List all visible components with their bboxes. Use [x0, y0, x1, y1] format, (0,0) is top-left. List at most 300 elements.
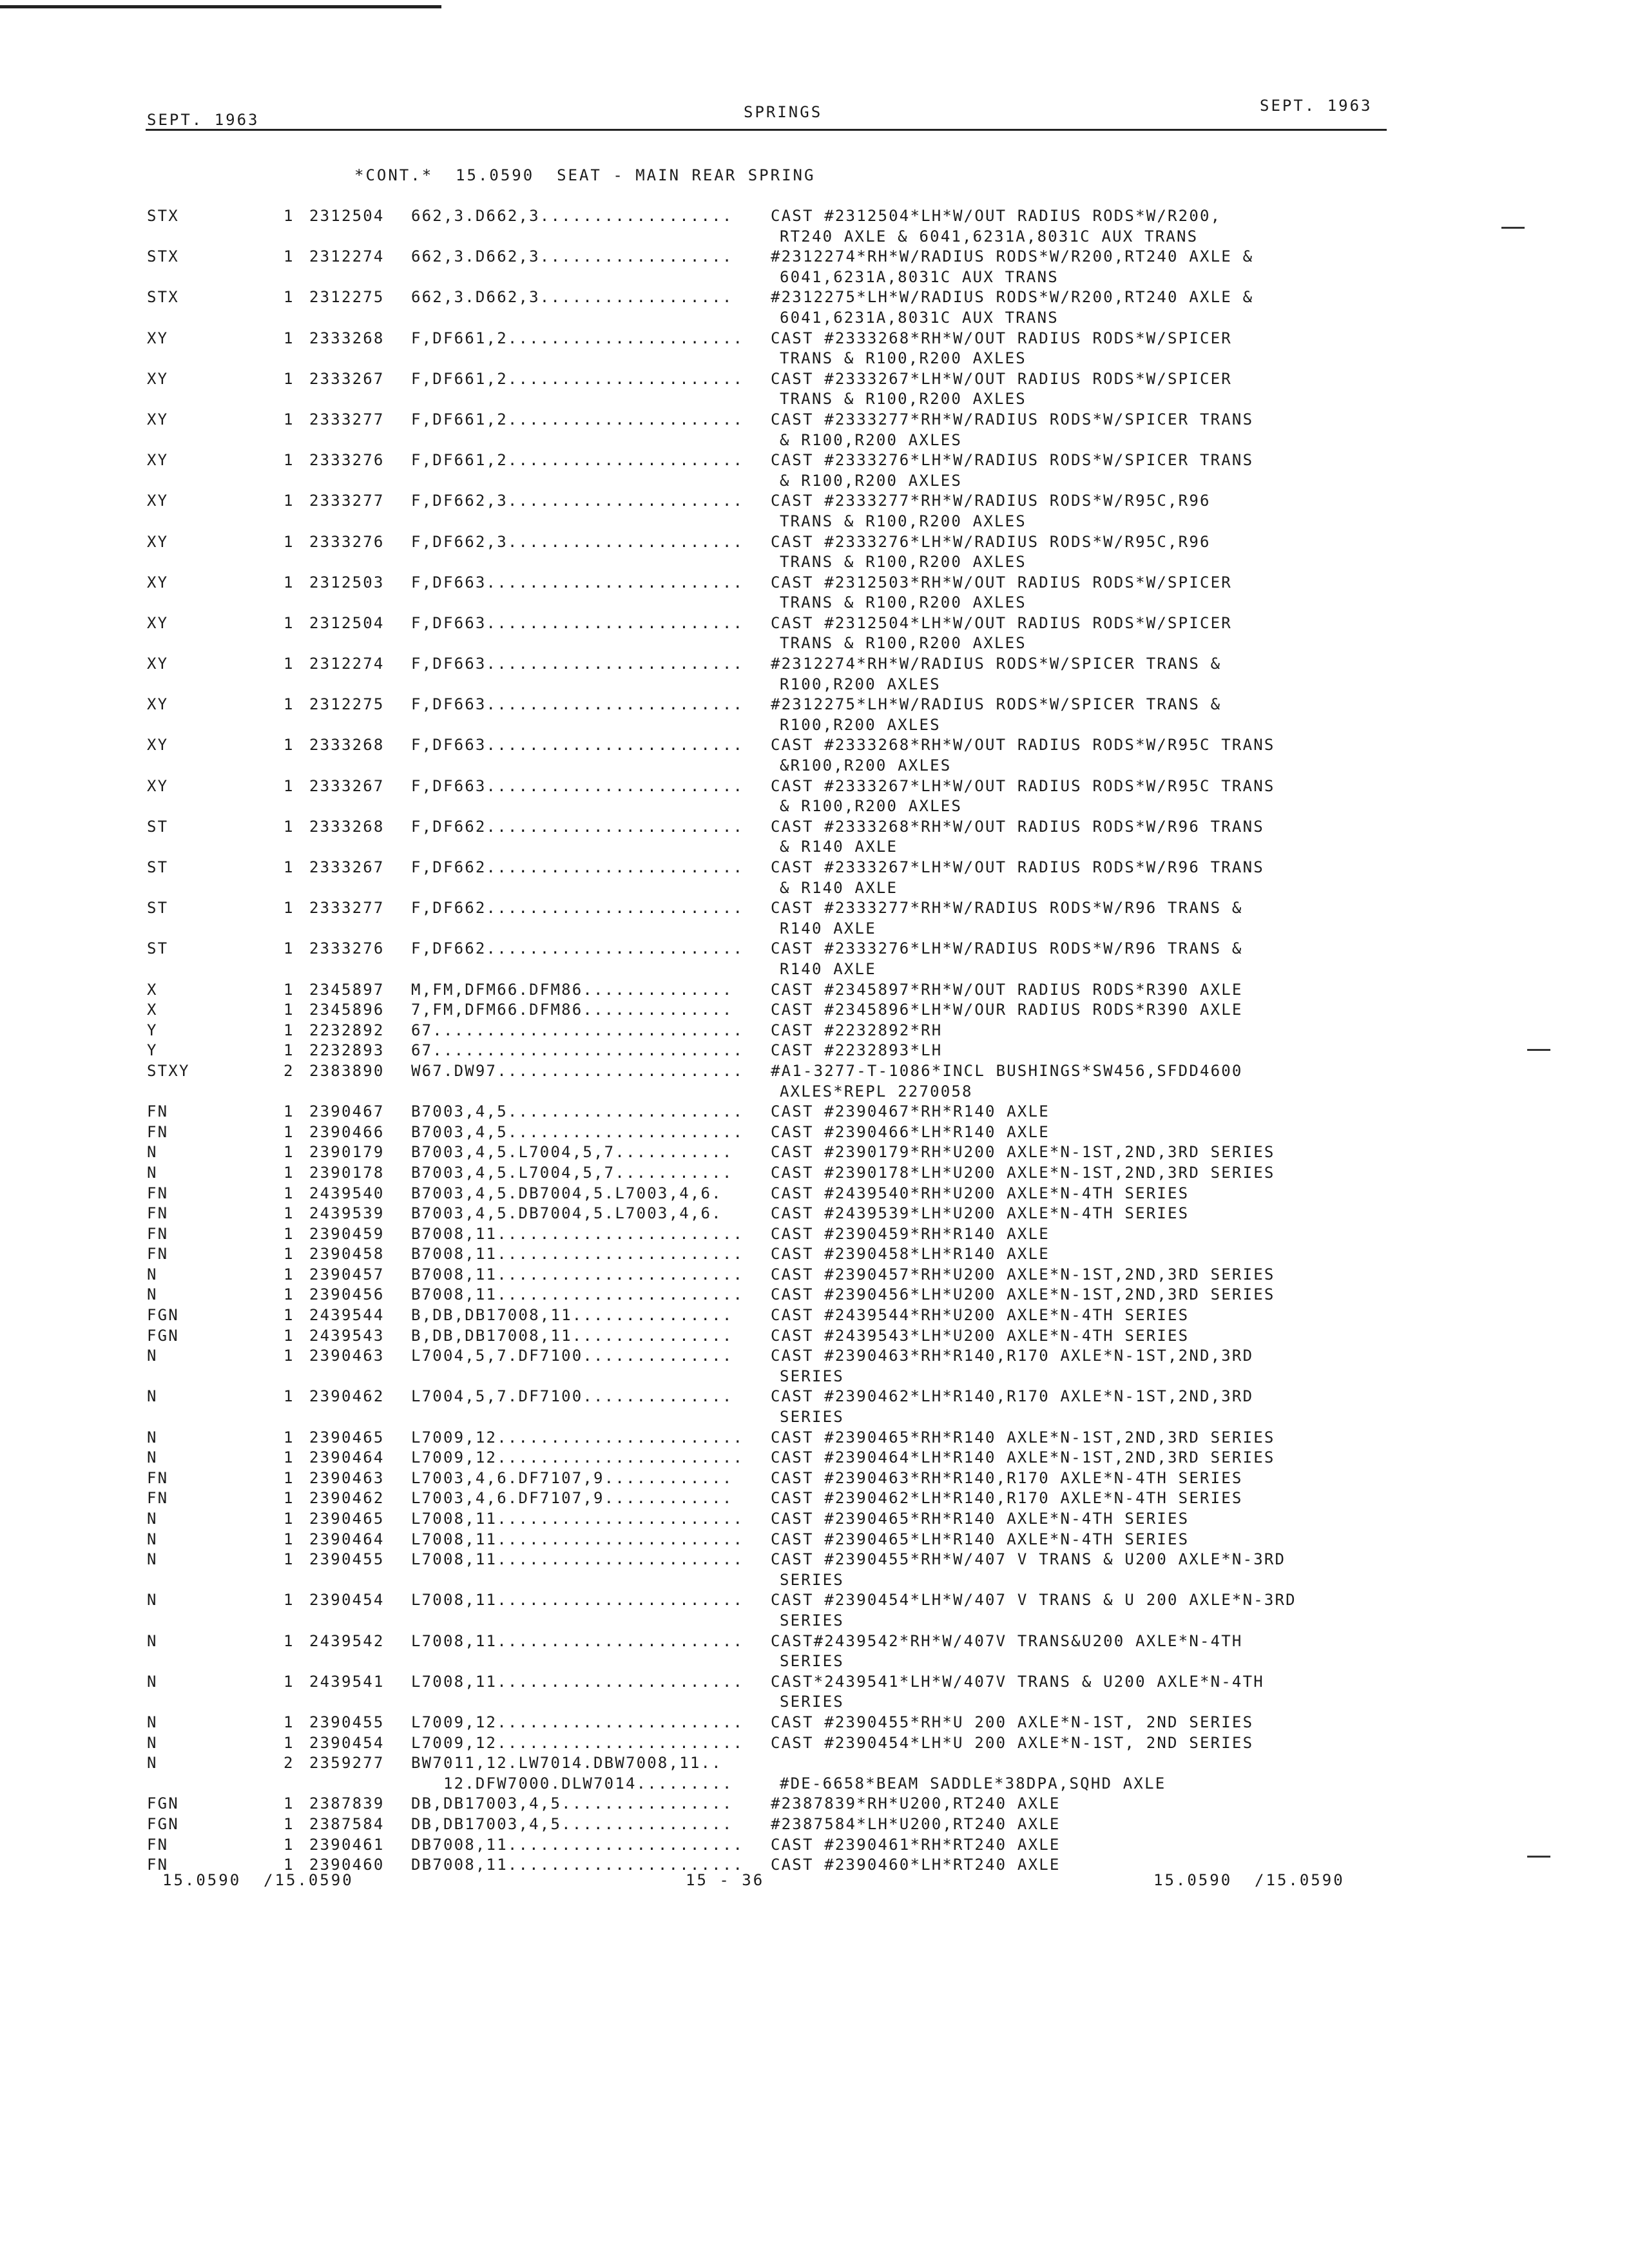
part-number: 2345896 [309, 1001, 385, 1019]
part-number: 2387584 [309, 1814, 385, 1833]
model-applicability: F,DF661,2...................... [411, 410, 744, 428]
header-rule [146, 129, 1387, 131]
list-item [147, 1530, 1410, 1550]
part-number: 2439543 [309, 1326, 385, 1345]
part-number: 2390456 [309, 1285, 385, 1304]
part-number: 2312274 [309, 655, 385, 673]
part-number: 2390455 [309, 1550, 385, 1569]
model-applicability: L7008,11....................... [411, 1591, 744, 1610]
list-item [147, 1021, 1410, 1041]
description-continuation: SERIES [780, 1367, 844, 1385]
model-applicability: F,DF662........................ [411, 858, 744, 876]
model-code: N [147, 1265, 158, 1283]
list-item [147, 1285, 1410, 1305]
list-item [147, 1224, 1410, 1245]
model-applicability: F,DF662........................ [411, 939, 744, 958]
list-item [147, 410, 1410, 450]
model-code: FN [147, 1468, 169, 1487]
model-code: N [147, 1591, 158, 1610]
list-item [147, 1000, 1410, 1021]
list-item [147, 980, 1410, 1001]
quantity: 1 [284, 1001, 294, 1019]
model-applicability: L7008,11....................... [411, 1510, 744, 1528]
description-line: CAST #2232892*RH [771, 1021, 943, 1039]
model-code: ST [147, 899, 169, 918]
description-line: #2312274*RH*W/RADIUS RODS*W/R200,RT240 AXLE & [771, 247, 1254, 266]
list-item [147, 1672, 1410, 1713]
description-continuation: & R100,R200 AXLES [780, 797, 963, 816]
description-line: CAST #2390465*LH*R140 AXLE*N-4TH SERIES [771, 1530, 1190, 1548]
quantity: 1 [284, 655, 294, 673]
model-applicability: B7003,4,5...................... [411, 1102, 744, 1121]
list-item [147, 776, 1410, 817]
description-line: CAST #2390178*LH*U200 AXLE*N-1ST,2ND,3RD SERIES [771, 1163, 1275, 1182]
description-line: CAST #2390467*RH*R140 AXLE [771, 1102, 1050, 1121]
model-applicability: F,DF663........................ [411, 573, 744, 591]
description-line: #2387839*RH*U200,RT240 AXLE [771, 1794, 1061, 1813]
quantity: 1 [284, 858, 294, 876]
part-number: 2390461 [309, 1835, 385, 1854]
model-code: N [147, 1163, 158, 1182]
part-number: 2390459 [309, 1224, 385, 1243]
model-code: XY [147, 369, 169, 388]
description-continuation: SERIES [780, 1611, 844, 1629]
description-line: CAST #2390462*LH*R140,R170 AXLE*N-1ST,2ND,3RD [771, 1387, 1254, 1406]
description-continuation: & R140 AXLE [780, 838, 898, 856]
part-number: 2390454 [309, 1591, 385, 1610]
part-number: 2439540 [309, 1184, 385, 1202]
description-line: CAST #2312503*RH*W/OUT RADIUS RODS*W/SPICER [771, 573, 1232, 591]
description-line: CAST #2390459*RH*R140 AXLE [771, 1224, 1050, 1243]
model-code: FGN [147, 1326, 179, 1345]
list-item [147, 1631, 1410, 1672]
list-item [147, 695, 1410, 735]
description-continuation: 6041,6231A,8031C AUX TRANS [780, 308, 1059, 327]
model-applicability: L7008,11....................... [411, 1550, 744, 1569]
quantity: 1 [284, 1285, 294, 1304]
description-continuation: TRANS & R100,R200 AXLES [780, 390, 1027, 408]
model-applicability: F,DF661,2...................... [411, 329, 744, 347]
part-number: 2333267 [309, 776, 385, 795]
model-applicability: L7003,4,6.DF7107,9............ [411, 1489, 733, 1508]
description-continuation: SERIES [780, 1408, 844, 1427]
list-item [147, 206, 1410, 247]
model-code: N [147, 1285, 158, 1304]
list-item [147, 450, 1410, 491]
model-code: X [147, 980, 158, 999]
footer-section-right: 15.0590 /15.0590 [1153, 1871, 1345, 1889]
description-line: CAST #2390465*RH*R140 AXLE*N-1ST,2ND,3RD SERIES [771, 1428, 1275, 1446]
description-line: CAST #2390457*RH*U200 AXLE*N-1ST,2ND,3RD SERIES [771, 1265, 1275, 1283]
model-applicability: L7003,4,6.DF7107,9............ [411, 1468, 733, 1487]
quantity: 1 [284, 1814, 294, 1833]
description-line: CAST #2439539*LH*U200 AXLE*N-4TH SERIES [771, 1204, 1190, 1223]
description-line: CAST #2390464*LH*R140 AXLE*N-1ST,2ND,3RD SERIES [771, 1448, 1275, 1467]
list-item [147, 1488, 1410, 1509]
description-line: #2312274*RH*W/RADIUS RODS*W/SPICER TRANS & [771, 655, 1222, 673]
model-applicability: L7009,12....................... [411, 1713, 744, 1731]
description-line: CAST*2439541*LH*W/407V TRANS & U200 AXLE*N-4TH [771, 1672, 1264, 1691]
model-applicability: L7008,11....................... [411, 1672, 744, 1691]
list-item [147, 1733, 1410, 1754]
quantity: 1 [284, 980, 294, 999]
list-item [147, 491, 1410, 532]
model-code: N [147, 1448, 158, 1467]
quantity: 2 [284, 1061, 294, 1080]
part-number: 2333277 [309, 899, 385, 918]
part-number: 2439544 [309, 1306, 385, 1325]
description-line: #A1-3277-T-1086*INCL BUSHINGS*SW456,SFDD4600 [771, 1061, 1243, 1080]
description-line: CAST #2333268*RH*W/OUT RADIUS RODS*W/R95C TRANS [771, 736, 1275, 754]
description-line: CAST #2390179*RH*U200 AXLE*N-1ST,2ND,3RD SERIES [771, 1143, 1275, 1162]
list-item [147, 939, 1410, 979]
part-number: 2390457 [309, 1265, 385, 1283]
quantity: 1 [284, 1733, 294, 1752]
quantity: 1 [284, 1204, 294, 1223]
description-line: CAST #2333268*RH*W/OUT RADIUS RODS*W/R96 TRANS [771, 817, 1264, 836]
description-line: CAST #2439540*RH*U200 AXLE*N-4TH SERIES [771, 1184, 1190, 1202]
model-applicability: F,DF663........................ [411, 655, 744, 673]
description-line: CAST #2439543*LH*U200 AXLE*N-4TH SERIES [771, 1326, 1190, 1345]
footer-page-number: 15 - 36 [686, 1871, 765, 1889]
list-item [147, 1163, 1410, 1184]
model-applicability: F,DF661,2...................... [411, 369, 744, 388]
description-continuation: SERIES [780, 1652, 844, 1671]
model-applicability: BW7011,12.LW7014.DBW7008,11.. 12.DFW7000.DLW7014......... [411, 1754, 733, 1792]
description-line: CAST #2390465*RH*R140 AXLE*N-4TH SERIES [771, 1510, 1190, 1528]
description-line: CAST #2312504*LH*W/OUT RADIUS RODS*W/SPICER [771, 613, 1232, 632]
model-code: XY [147, 776, 169, 795]
description-line: CAST #2333267*LH*W/OUT RADIUS RODS*W/R95C TRANS [771, 776, 1275, 795]
description-continuation: #DE-6658*BEAM SADDLE*38DPA,SQHD AXLE [780, 1774, 1166, 1792]
list-item [147, 1244, 1410, 1265]
model-code: XY [147, 736, 169, 754]
description-continuation: SERIES [780, 1570, 844, 1589]
description-line: CAST #2312504*LH*W/OUT RADIUS RODS*W/R200, [771, 207, 1222, 225]
description-line: #2312275*LH*W/RADIUS RODS*W/R200,RT240 AXLE & [771, 288, 1254, 307]
description-line: CAST #2345896*LH*W/OUR RADIUS RODS*R390 AXLE [771, 1001, 1243, 1019]
part-number: 2390460 [309, 1856, 385, 1874]
part-number: 2390179 [309, 1143, 385, 1162]
list-item [147, 247, 1410, 287]
description-line: #2312275*LH*W/RADIUS RODS*W/SPICER TRANS & [771, 695, 1222, 714]
list-item [147, 1142, 1410, 1163]
model-code: XY [147, 695, 169, 714]
model-applicability: B7003,4,5...................... [411, 1122, 744, 1141]
model-applicability: B7003,4,5.DB7004,5.L7003,4,6. [411, 1204, 722, 1223]
quantity: 1 [284, 492, 294, 510]
model-code: XY [147, 410, 169, 428]
description-continuation: RT240 AXLE & 6041,6231A,8031C AUX TRANS [780, 227, 1199, 245]
description-line: CAST #2390455*RH*W/407 V TRANS & U200 AXLE*N-3RD [771, 1550, 1286, 1569]
header-date-left: SEPT. 1963 [147, 111, 260, 129]
model-code: STX [147, 288, 179, 307]
quantity: 1 [284, 1184, 294, 1202]
model-code: XY [147, 492, 169, 510]
quantity: 1 [284, 899, 294, 918]
list-item [147, 1265, 1410, 1285]
model-applicability: F,DF663........................ [411, 736, 744, 754]
quantity: 1 [284, 410, 294, 428]
quantity: 1 [284, 736, 294, 754]
model-code: N [147, 1428, 158, 1446]
list-item [147, 1102, 1410, 1122]
quantity: 1 [284, 329, 294, 347]
quantity: 1 [284, 1326, 294, 1345]
quantity: 1 [284, 1489, 294, 1508]
model-code: FN [147, 1856, 169, 1874]
model-applicability: DB7008,11...................... [411, 1835, 744, 1854]
part-number: 2390454 [309, 1733, 385, 1752]
description-line: CAST #2390462*LH*R140,R170 AXLE*N-4TH SERIES [771, 1489, 1243, 1508]
list-item [147, 1550, 1410, 1590]
part-number: 2390458 [309, 1245, 385, 1264]
part-number: 2312274 [309, 247, 385, 266]
description-line: CAST#2439542*RH*W/407V TRANS&U200 AXLE*N-4TH [771, 1631, 1243, 1650]
list-item [147, 369, 1410, 410]
model-applicability: 662,3.D662,3.................. [411, 247, 733, 266]
model-applicability: 662,3.D662,3.................. [411, 288, 733, 307]
description-line: CAST #2333276*LH*W/RADIUS RODS*W/R95C,R96 [771, 532, 1211, 551]
quantity: 1 [284, 369, 294, 388]
model-code: N [147, 1143, 158, 1162]
list-item [147, 1204, 1410, 1224]
quantity: 1 [284, 532, 294, 551]
quantity: 1 [284, 817, 294, 836]
model-applicability: 662,3.D662,3.................. [411, 207, 733, 225]
quantity: 1 [284, 207, 294, 225]
model-code: N [147, 1631, 158, 1650]
quantity: 1 [284, 1245, 294, 1264]
description-line: CAST #2333267*LH*W/OUT RADIUS RODS*W/SPICER [771, 369, 1232, 388]
description-line: CAST #2333277*RH*W/RADIUS RODS*W/SPICER TRANS [771, 410, 1254, 428]
quantity: 1 [284, 1265, 294, 1283]
model-applicability: B7003,4,5.L7004,5,7........... [411, 1143, 733, 1162]
part-number: 2390464 [309, 1448, 385, 1467]
model-code: N [147, 1754, 158, 1773]
model-code: N [147, 1387, 158, 1406]
part-number: 2232893 [309, 1041, 385, 1060]
model-code: FGN [147, 1794, 179, 1813]
list-item [147, 287, 1410, 328]
list-item [147, 1041, 1410, 1061]
part-number: 2333267 [309, 858, 385, 876]
quantity: 1 [284, 1163, 294, 1182]
part-number: 2312275 [309, 695, 385, 714]
list-item [147, 573, 1410, 613]
quantity: 1 [284, 1143, 294, 1162]
description-continuation: 6041,6231A,8031C AUX TRANS [780, 267, 1059, 286]
model-applicability: W67.DW97....................... [411, 1061, 744, 1080]
model-applicability: DB,DB17003,4,5................ [411, 1794, 733, 1813]
model-code: FN [147, 1204, 169, 1223]
part-number: 2333276 [309, 532, 385, 551]
part-number: 2333276 [309, 451, 385, 470]
quantity: 1 [284, 1122, 294, 1141]
model-applicability: 67............................. [411, 1041, 744, 1060]
description-line: CAST #2390454*LH*U 200 AXLE*N-1ST, 2ND SERIES [771, 1733, 1254, 1752]
part-number: 2345897 [309, 980, 385, 999]
model-applicability: L7009,12....................... [411, 1448, 744, 1467]
model-applicability: F,DF663........................ [411, 613, 744, 632]
description-continuation: &R100,R200 AXLES [780, 756, 952, 775]
description-continuation: & R100,R200 AXLES [780, 430, 963, 449]
model-applicability: L7008,11....................... [411, 1530, 744, 1548]
quantity: 1 [284, 1387, 294, 1406]
model-code: FN [147, 1184, 169, 1202]
part-number: 2383890 [309, 1061, 385, 1080]
model-code: STX [147, 247, 179, 266]
model-code: FN [147, 1245, 169, 1264]
list-item [147, 613, 1410, 654]
model-applicability: F,DF662,3...................... [411, 532, 744, 551]
description-continuation: R140 AXLE [780, 919, 876, 937]
list-item [147, 1428, 1410, 1448]
list-item [147, 858, 1410, 898]
header-title: SPRINGS [744, 103, 823, 121]
quantity: 1 [284, 288, 294, 307]
quantity: 1 [284, 1041, 294, 1060]
model-applicability: DB,DB17003,4,5................ [411, 1814, 733, 1833]
part-number: 2312504 [309, 207, 385, 225]
quantity: 1 [284, 247, 294, 266]
description-line: CAST #2390456*LH*U200 AXLE*N-1ST,2ND,3RD SERIES [771, 1285, 1275, 1304]
part-number: 2359277 [309, 1754, 385, 1773]
part-number: 2312504 [309, 613, 385, 632]
model-applicability: DB7008,11...................... [411, 1856, 744, 1874]
model-code: Y [147, 1021, 158, 1039]
model-applicability: L7004,5,7.DF7100.............. [411, 1347, 733, 1365]
quantity: 1 [284, 1631, 294, 1650]
part-number: 2390464 [309, 1530, 385, 1548]
model-code: ST [147, 939, 169, 958]
quantity: 1 [284, 1347, 294, 1365]
model-code: N [147, 1510, 158, 1528]
quantity: 1 [284, 1428, 294, 1446]
footer-section-left: 15.0590 /15.0590 [162, 1871, 354, 1889]
list-item [147, 1387, 1410, 1427]
list-item [147, 1753, 1410, 1794]
list-item [147, 1468, 1410, 1489]
quantity: 1 [284, 1468, 294, 1487]
model-applicability: B7003,4,5.DB7004,5.L7003,4,6. [411, 1184, 722, 1202]
model-code: FGN [147, 1814, 179, 1833]
part-number: 2390462 [309, 1387, 385, 1406]
list-item [147, 1346, 1410, 1387]
description-line: CAST #2333277*RH*W/RADIUS RODS*W/R96 TRANS & [771, 899, 1243, 918]
quantity: 1 [284, 776, 294, 795]
model-applicability: 7,FM,DFM66.DFM86.............. [411, 1001, 733, 1019]
part-number: 2439541 [309, 1672, 385, 1691]
model-code: FN [147, 1835, 169, 1854]
model-code: X [147, 1001, 158, 1019]
model-code: N [147, 1672, 158, 1691]
part-number: 2333268 [309, 736, 385, 754]
list-item [147, 898, 1410, 939]
model-applicability: B,DB,DB17008,11............... [411, 1306, 733, 1325]
part-number: 2333277 [309, 492, 385, 510]
description-continuation: SERIES [780, 1693, 844, 1711]
model-code: N [147, 1530, 158, 1548]
model-code: N [147, 1713, 158, 1731]
list-item [147, 1184, 1410, 1204]
list-item [147, 1590, 1410, 1631]
description-line: CAST #2333276*LH*W/RADIUS RODS*W/R96 TRANS & [771, 939, 1243, 958]
quantity: 1 [284, 1550, 294, 1569]
margin-mark [1501, 227, 1525, 229]
model-applicability: 67............................. [411, 1021, 744, 1039]
model-code: FN [147, 1122, 169, 1141]
description-line: CAST #2390466*LH*R140 AXLE [771, 1122, 1050, 1141]
model-code: ST [147, 858, 169, 876]
description-line: CAST #2232893*LH [771, 1041, 943, 1060]
model-applicability: B7003,4,5.L7004,5,7........... [411, 1163, 733, 1182]
quantity: 1 [284, 1448, 294, 1467]
margin-mark [1527, 1856, 1550, 1858]
description-line: #2387584*LH*U200,RT240 AXLE [771, 1814, 1061, 1833]
model-applicability: L7009,12....................... [411, 1428, 744, 1446]
list-item [147, 735, 1410, 776]
list-item [147, 1814, 1410, 1835]
quantity: 2 [284, 1754, 294, 1773]
description-line: CAST #2333277*RH*W/RADIUS RODS*W/R95C,R96 [771, 492, 1211, 510]
part-number: 2390455 [309, 1713, 385, 1731]
quantity: 1 [284, 1713, 294, 1731]
model-code: XY [147, 329, 169, 347]
description-line: CAST #2390461*RH*RT240 AXLE [771, 1835, 1061, 1854]
description-continuation: & R140 AXLE [780, 878, 898, 897]
model-code: N [147, 1733, 158, 1752]
list-item [147, 1835, 1410, 1856]
description-line: CAST #2439544*RH*U200 AXLE*N-4TH SERIES [771, 1306, 1190, 1325]
list-item [147, 654, 1410, 695]
quantity: 1 [284, 613, 294, 632]
model-code: STXY [147, 1061, 190, 1080]
description-line: CAST #2390455*RH*U 200 AXLE*N-1ST, 2ND SERIES [771, 1713, 1254, 1731]
quantity: 1 [284, 1224, 294, 1243]
part-number: 2439539 [309, 1204, 385, 1223]
list-item [147, 1794, 1410, 1814]
quantity: 1 [284, 1021, 294, 1039]
part-number: 2312503 [309, 573, 385, 591]
quantity: 1 [284, 451, 294, 470]
list-item [147, 1713, 1410, 1733]
model-applicability: F,DF661,2...................... [411, 451, 744, 470]
quantity: 1 [284, 1510, 294, 1528]
model-applicability: F,DF663........................ [411, 695, 744, 714]
part-number: 2333268 [309, 329, 385, 347]
quantity: 1 [284, 1794, 294, 1813]
part-number: 2312275 [309, 288, 385, 307]
parts-list [147, 206, 1410, 1876]
model-applicability: F,DF662........................ [411, 899, 744, 918]
model-code: FN [147, 1224, 169, 1243]
list-item [147, 1509, 1410, 1530]
description-continuation: R100,R200 AXLES [780, 715, 941, 734]
part-number: 2390466 [309, 1122, 385, 1141]
model-code: FGN [147, 1306, 179, 1325]
description-continuation: TRANS & R100,R200 AXLES [780, 553, 1027, 572]
model-applicability: F,DF662,3...................... [411, 492, 744, 510]
model-applicability: B7008,11....................... [411, 1265, 744, 1283]
model-applicability: F,DF663........................ [411, 776, 744, 795]
model-code: ST [147, 817, 169, 836]
quantity: 1 [284, 1672, 294, 1691]
quantity: 1 [284, 1102, 294, 1121]
description-continuation: R100,R200 AXLES [780, 675, 941, 693]
model-applicability: L7009,12....................... [411, 1733, 744, 1752]
model-code: Y [147, 1041, 158, 1060]
